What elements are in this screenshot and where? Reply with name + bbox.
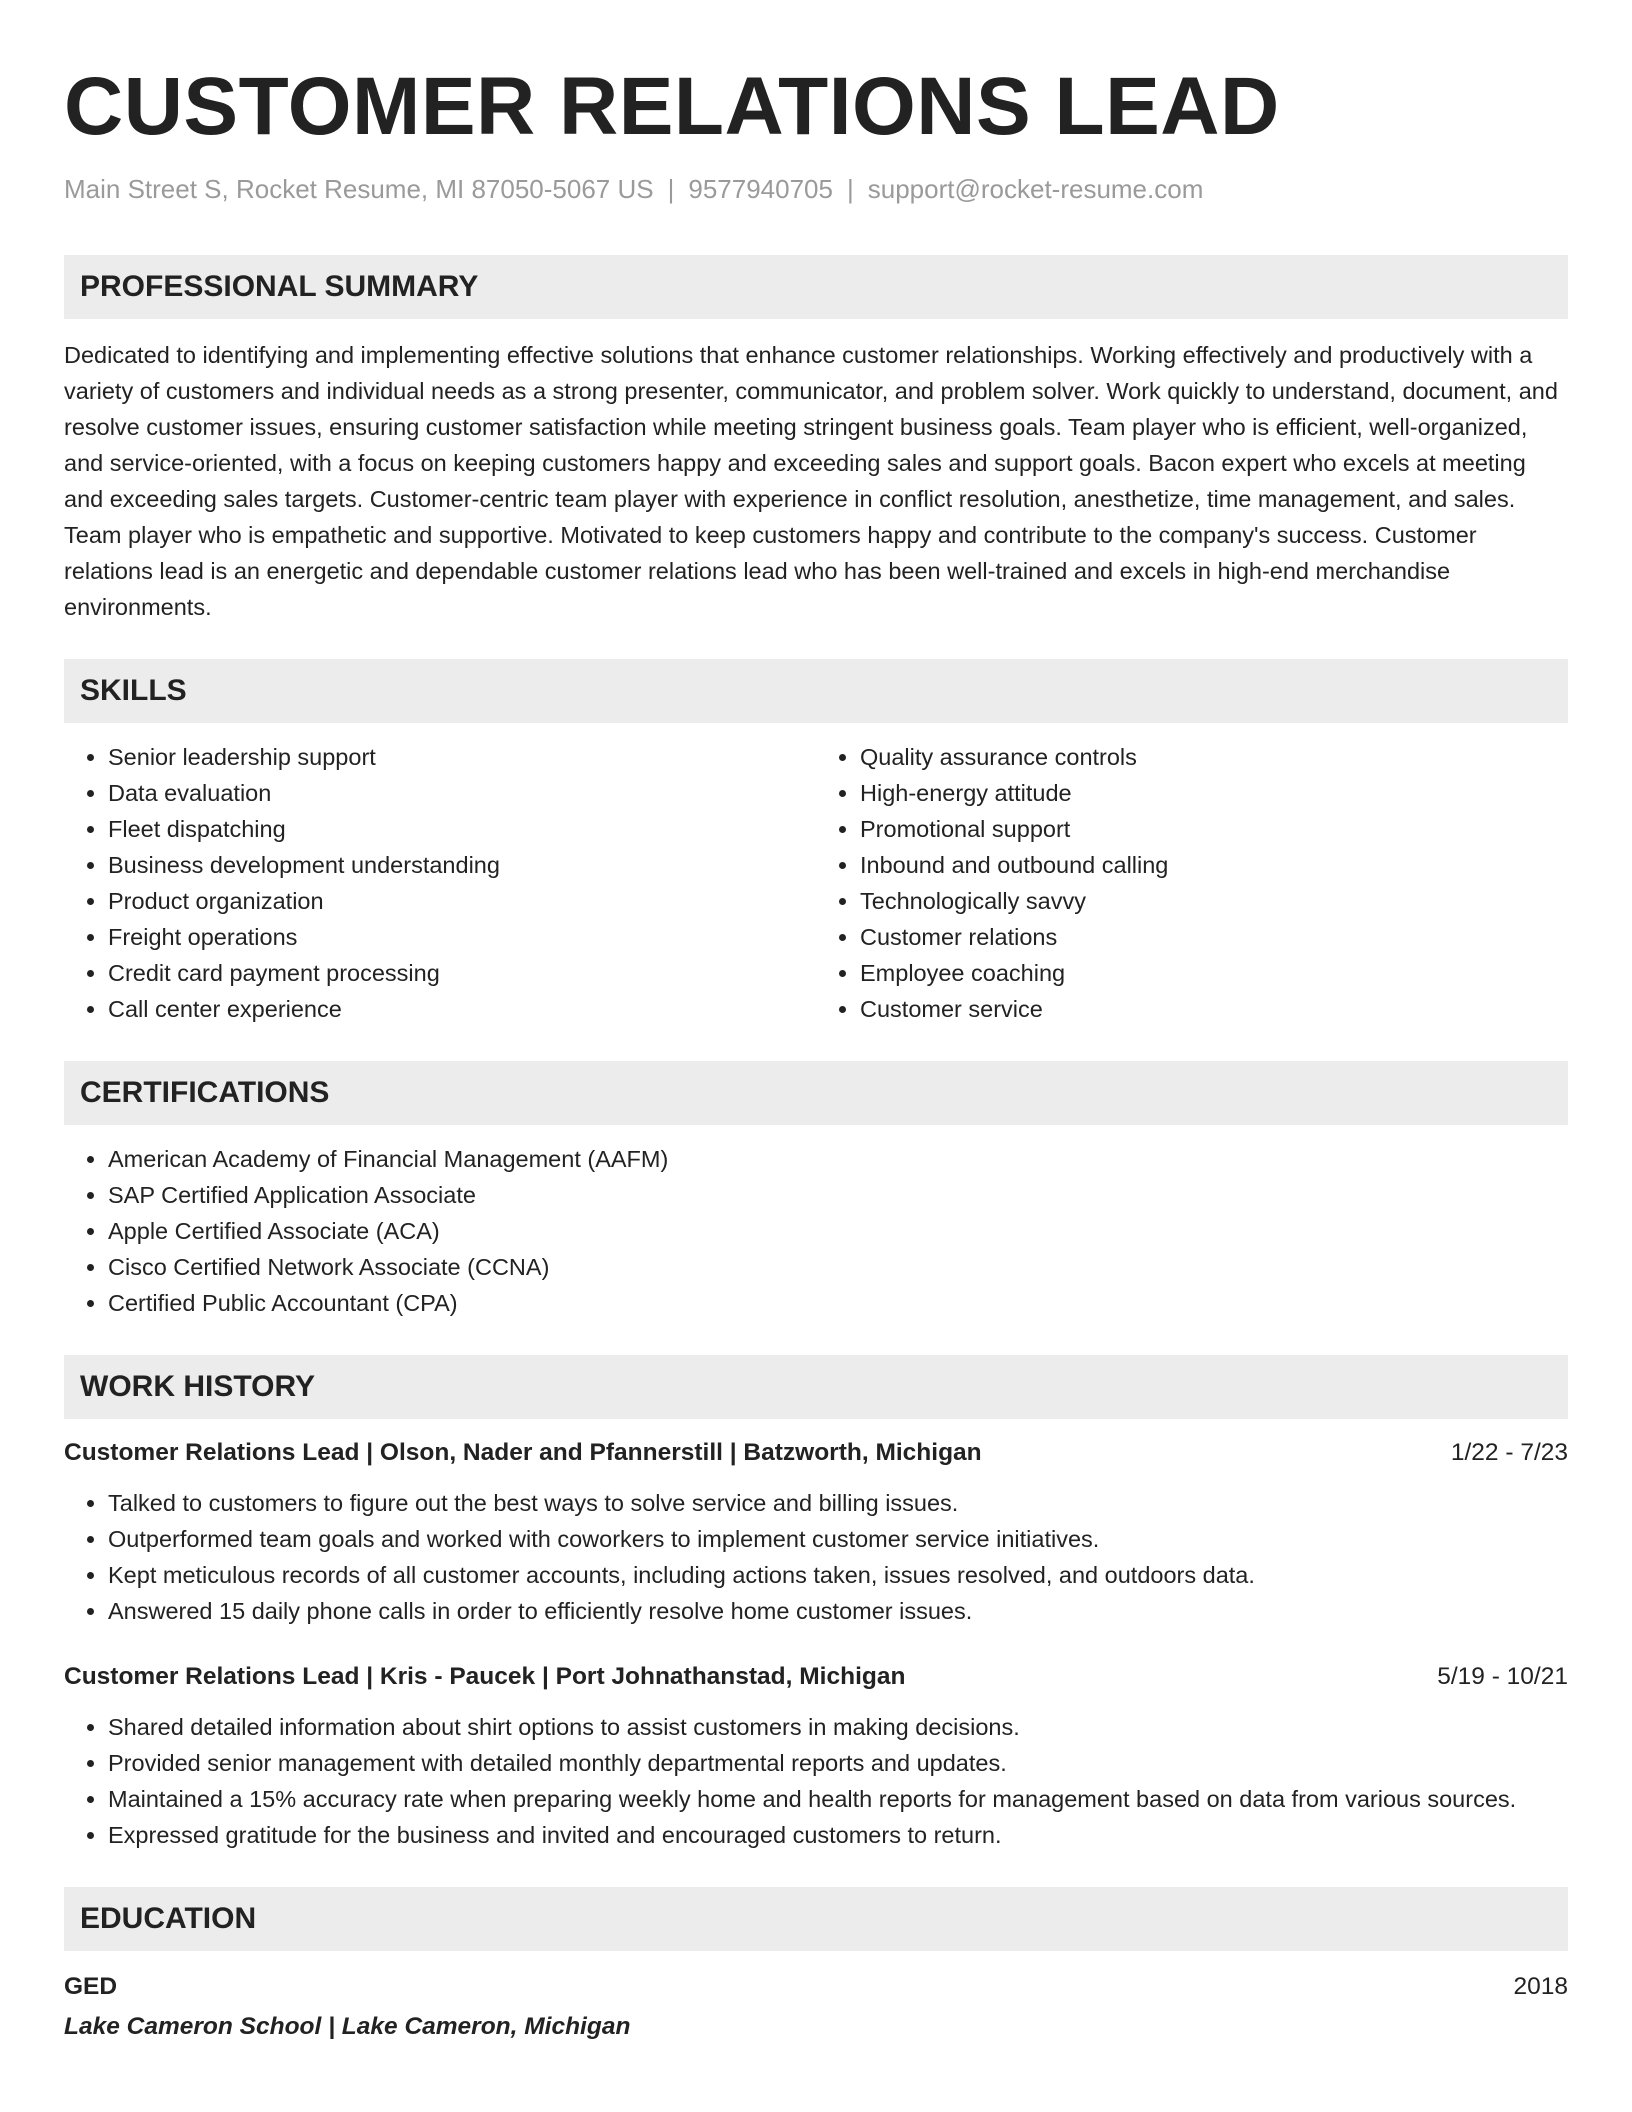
skill-item: • High-energy attitude <box>860 775 1568 811</box>
skill-item: • Employee coaching <box>860 955 1568 991</box>
certification-item: • American Academy of Financial Management (AAFM) <box>108 1141 1568 1177</box>
contact-separator: | <box>846 174 854 204</box>
skills-columns <box>64 739 1568 1027</box>
certification-item: • Certified Public Accountant (CPA) <box>108 1285 1568 1321</box>
job-dates: 1/22 - 7/23 <box>1450 1439 1568 1466</box>
section-header-summary: PROFESSIONAL SUMMARY <box>64 255 1568 319</box>
certification-item: • Apple Certified Associate (ACA) <box>108 1213 1568 1249</box>
skill-item: • Inbound and outbound calling <box>860 847 1568 883</box>
education-degree: GED <box>64 1973 118 2000</box>
section-header-skills: SKILLS <box>64 659 1568 723</box>
job-heading <box>64 1659 1568 1695</box>
job-bullet: • Expressed gratitude for the business and invited and encouraged customers to return. <box>108 1817 1568 1853</box>
job-bullets <box>64 1485 1568 1629</box>
section-header-education: EDUCATION <box>64 1887 1568 1951</box>
skill-item: • Freight operations <box>108 919 816 955</box>
education-school: Lake Cameron School | Lake Cameron, Michigan <box>64 2013 631 2040</box>
job-bullets <box>64 1709 1568 1853</box>
job-title: Customer Relations Lead | Kris - Paucek | Port Johnathanstad, Michigan <box>64 1663 906 1690</box>
skill-item: • Customer service <box>860 991 1568 1027</box>
job-bullet: • Talked to customers to figure out the best ways to solve service and billing issues. <box>108 1485 1568 1521</box>
contact-address: Main Street S, Rocket Resume, MI 87050-5067 US <box>64 174 654 204</box>
job-bullet: • Shared detailed information about shirt options to assist customers in making decisions. <box>108 1709 1568 1745</box>
contact-line <box>64 174 1568 205</box>
job-title: Customer Relations Lead | Olson, Nader and Pfannerstill | Batzworth, Michigan <box>64 1439 982 1466</box>
contact-separator: | <box>667 174 675 204</box>
section-header-work-history: WORK HISTORY <box>64 1355 1568 1419</box>
job-dates: 5/19 - 10/21 <box>1437 1663 1568 1690</box>
resume-name: CUSTOMER RELATIONS LEAD <box>64 61 1280 152</box>
skill-item: • Promotional support <box>860 811 1568 847</box>
job-bullet: • Answered 15 daily phone calls in order to efficiently resolve home customer issues. <box>108 1593 1568 1629</box>
skill-item: • Data evaluation <box>108 775 816 811</box>
job-bullet: • Outperformed team goals and worked with coworkers to implement customer service initiatives. <box>108 1521 1568 1557</box>
certification-item: • SAP Certified Application Associate <box>108 1177 1568 1213</box>
section-header-certifications: CERTIFICATIONS <box>64 1061 1568 1125</box>
education-year: 2018 <box>1513 1973 1568 2000</box>
certifications-list <box>64 1141 1568 1321</box>
job-bullet: • Provided senior management with detailed monthly departmental reports and updates. <box>108 1745 1568 1781</box>
job-heading <box>64 1435 1568 1471</box>
skill-item: • Customer relations <box>860 919 1568 955</box>
contact-email: support@rocket-resume.com <box>867 174 1204 204</box>
skill-item: • Business development understanding <box>108 847 816 883</box>
skill-item: • Quality assurance controls <box>860 739 1568 775</box>
education-heading <box>64 1969 1568 2005</box>
certification-item: • Cisco Certified Network Associate (CCNA) <box>108 1249 1568 1285</box>
skill-item: • Senior leadership support <box>108 739 816 775</box>
contact-phone: 9577940705 <box>688 174 833 204</box>
skill-item: • Technologically savvy <box>860 883 1568 919</box>
job-bullet: • Maintained a 15% accuracy rate when preparing weekly home and health reports for management based on data from various sources. <box>108 1781 1568 1817</box>
skill-item: • Fleet dispatching <box>108 811 816 847</box>
skill-item: • Credit card payment processing <box>108 955 816 991</box>
skill-item: • Product organization <box>108 883 816 919</box>
skills-list-right <box>816 739 1568 1027</box>
summary-text: Dedicated to identifying and implementing effective solutions that enhance customer relationships. Working effectively and productively with a variety of customers and individual needs as a strong presenter, communicator, and problem solver. Work quickly to understand, document, and resolve customer issues, ensuring customer satisfaction while meeting stringent business goals. Team player who is efficient, well-organized, and service-oriented, with a focus on keeping customers happy and exceeding sales and support goals. Bacon expert who excels at meeting and exceeding sales targets. Customer-centric team player with experience in conflict resolution, anesthetize, time management, and sales. Team player who is empathetic and supportive. Motivated to keep customers happy and contribute to the company's success. Customer relations lead is an energetic and dependable customer relations lead who has been well-trained and excels in high-end merchandise environments. <box>64 342 1558 620</box>
skills-list-left <box>64 739 816 1027</box>
skill-item: • Call center experience <box>108 991 816 1027</box>
job-bullet: • Kept meticulous records of all customer accounts, including actions taken, issues resolved, and outdoors data. <box>108 1557 1568 1593</box>
